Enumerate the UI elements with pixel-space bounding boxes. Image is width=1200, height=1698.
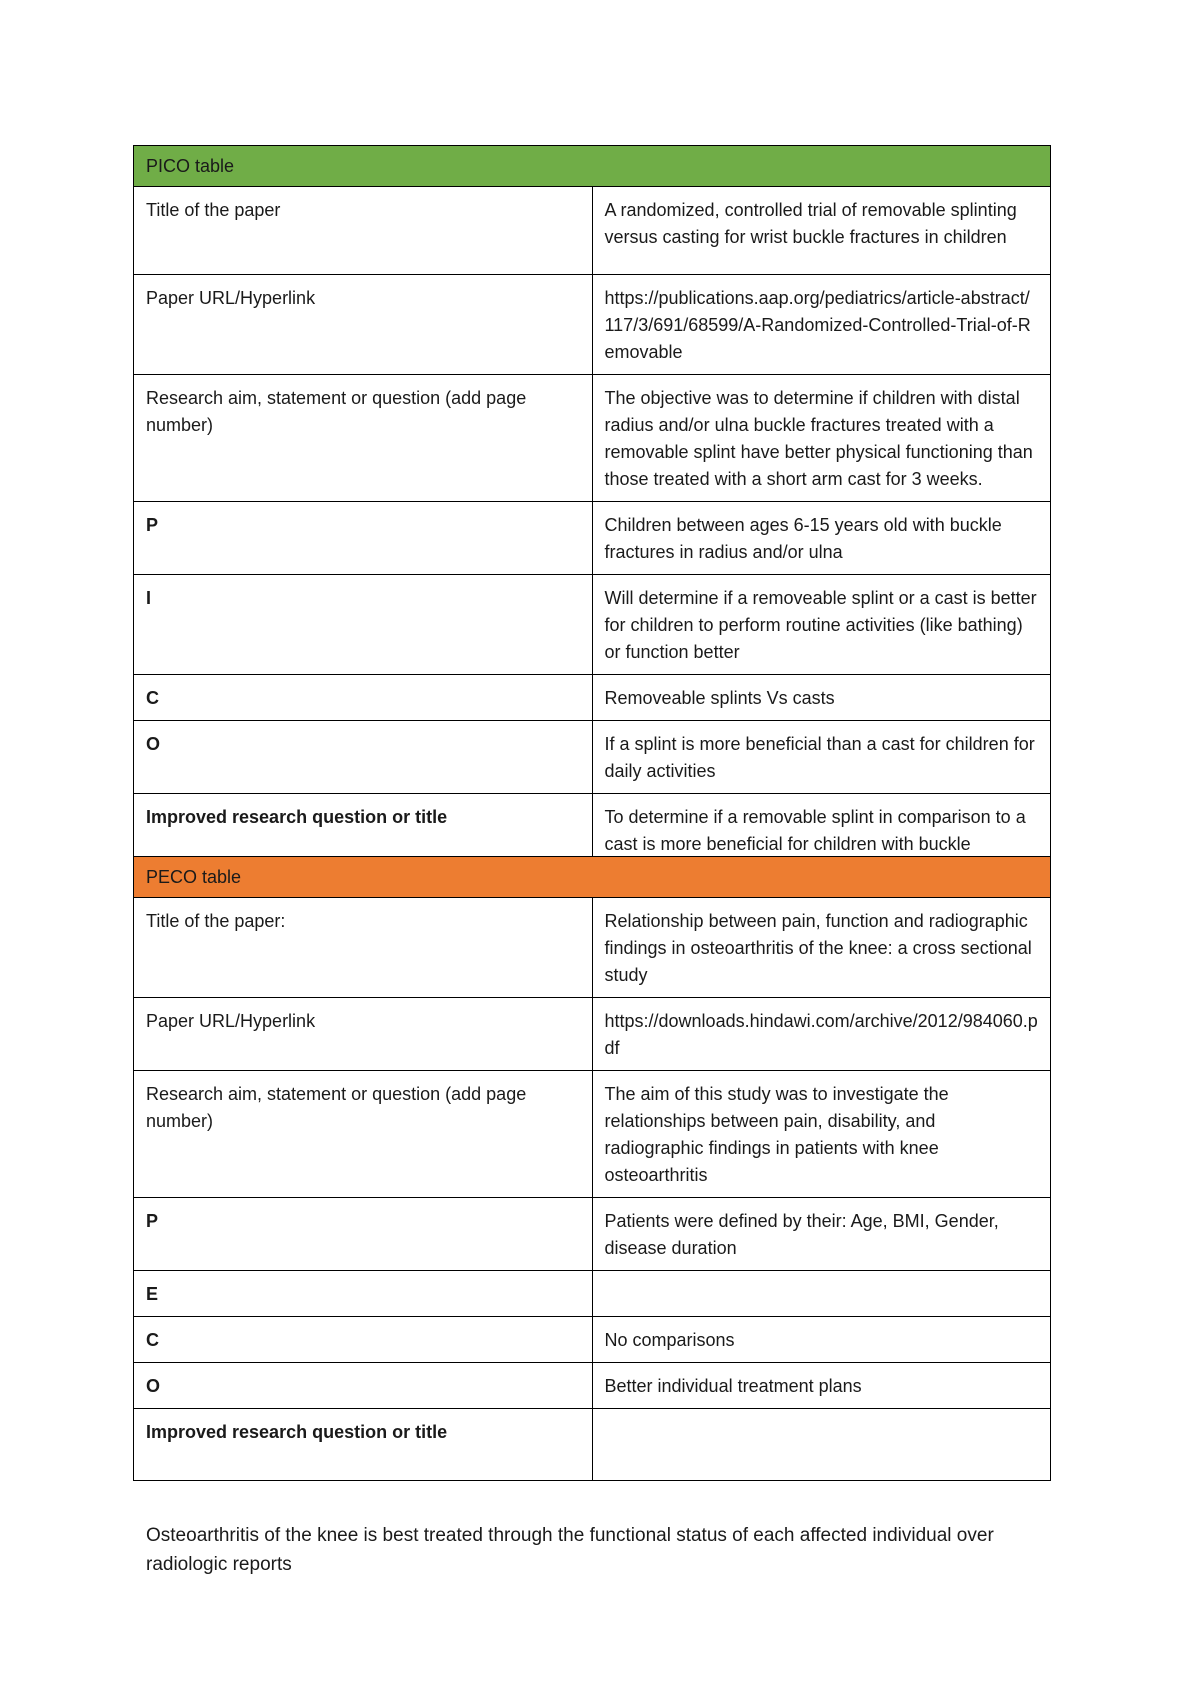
peco-row-title <box>134 898 1051 998</box>
pico-row-c <box>134 675 1051 721</box>
pico-label: Improved research question or title <box>134 794 593 894</box>
peco-row-e <box>134 1271 1051 1317</box>
peco-label: Research aim, statement or question (add page number) <box>134 1071 593 1198</box>
pico-value: If a splint is more beneficial than a cast for children for daily activities <box>592 721 1051 794</box>
peco-label: Paper URL/Hyperlink <box>134 998 593 1071</box>
peco-label: O <box>134 1363 593 1409</box>
peco-label: Improved research question or title <box>134 1409 593 1481</box>
peco-value <box>592 1271 1051 1317</box>
pico-value: Children between ages 6-15 years old with buckle fractures in radius and/or ulna <box>592 502 1051 575</box>
peco-value: Patients were defined by their: Age, BMI, Gender, disease duration <box>592 1198 1051 1271</box>
peco-label: C <box>134 1317 593 1363</box>
peco-label: E <box>134 1271 593 1317</box>
peco-header-row <box>134 857 1051 898</box>
pico-row-title <box>134 187 1051 275</box>
pico-value: Will determine if a removeable splint or a cast is better for children to perform routine activities (like bathing) or function better <box>592 575 1051 675</box>
pico-label: Title of the paper <box>134 187 593 275</box>
pico-header: PICO table <box>134 146 1051 187</box>
peco-row-c <box>134 1317 1051 1363</box>
pico-label: C <box>134 675 593 721</box>
pico-url-link[interactable]: https://publications.aap.org/pediatrics/article-abstract/117/3/691/68599/A-Randomized-Controlled-Trial-of-Removable <box>592 275 1051 375</box>
pico-row-o <box>134 721 1051 794</box>
peco-header: PECO table <box>134 857 1051 898</box>
peco-value: Better individual treatment plans <box>592 1363 1051 1409</box>
pico-header-row <box>134 146 1051 187</box>
pico-row-url <box>134 275 1051 375</box>
peco-label: P <box>134 1198 593 1271</box>
peco-row-o <box>134 1363 1051 1409</box>
pico-table <box>133 145 1051 894</box>
pico-label: Paper URL/Hyperlink <box>134 275 593 375</box>
conclusion-text: Osteoarthritis of the knee is best treated through the functional status of each affected individual over radiologic reports <box>146 1525 994 1575</box>
pico-value: A randomized, controlled trial of removable splinting versus casting for wrist buckle fractures in children <box>592 187 1051 275</box>
peco-table <box>133 856 1051 1481</box>
pico-row-i <box>134 575 1051 675</box>
pico-value: The objective was to determine if children with distal radius and/or ulna buckle fractures treated with a removable splint have better physical functioning than those treated with a short arm cast for 3 weeks. <box>592 375 1051 502</box>
peco-value: No comparisons <box>592 1317 1051 1363</box>
pico-value: To determine if a removable splint in comparison to a cast is more beneficial for children with buckle <box>592 794 1051 894</box>
peco-url-link[interactable]: https://downloads.hindawi.com/archive/2012/984060.pdf <box>592 998 1051 1071</box>
peco-value: Relationship between pain, function and radiographic findings in osteoarthritis of the knee: a cross sectional study <box>592 898 1051 998</box>
pico-label: Research aim, statement or question (add page number) <box>134 375 593 502</box>
pico-label: P <box>134 502 593 575</box>
pico-label: I <box>134 575 593 675</box>
pico-label: O <box>134 721 593 794</box>
pico-value: Removeable splints Vs casts <box>592 675 1051 721</box>
pico-row-aim <box>134 375 1051 502</box>
peco-row-improved <box>134 1409 1051 1481</box>
peco-row-aim <box>134 1071 1051 1198</box>
peco-value: The aim of this study was to investigate the relationships between pain, disability, and radiographic findings in patients with knee osteoarthritis <box>592 1071 1051 1198</box>
peco-value <box>592 1409 1051 1481</box>
peco-label: Title of the paper: <box>134 898 593 998</box>
peco-row-url <box>134 998 1051 1071</box>
pico-row-p <box>134 502 1051 575</box>
peco-row-p <box>134 1198 1051 1271</box>
